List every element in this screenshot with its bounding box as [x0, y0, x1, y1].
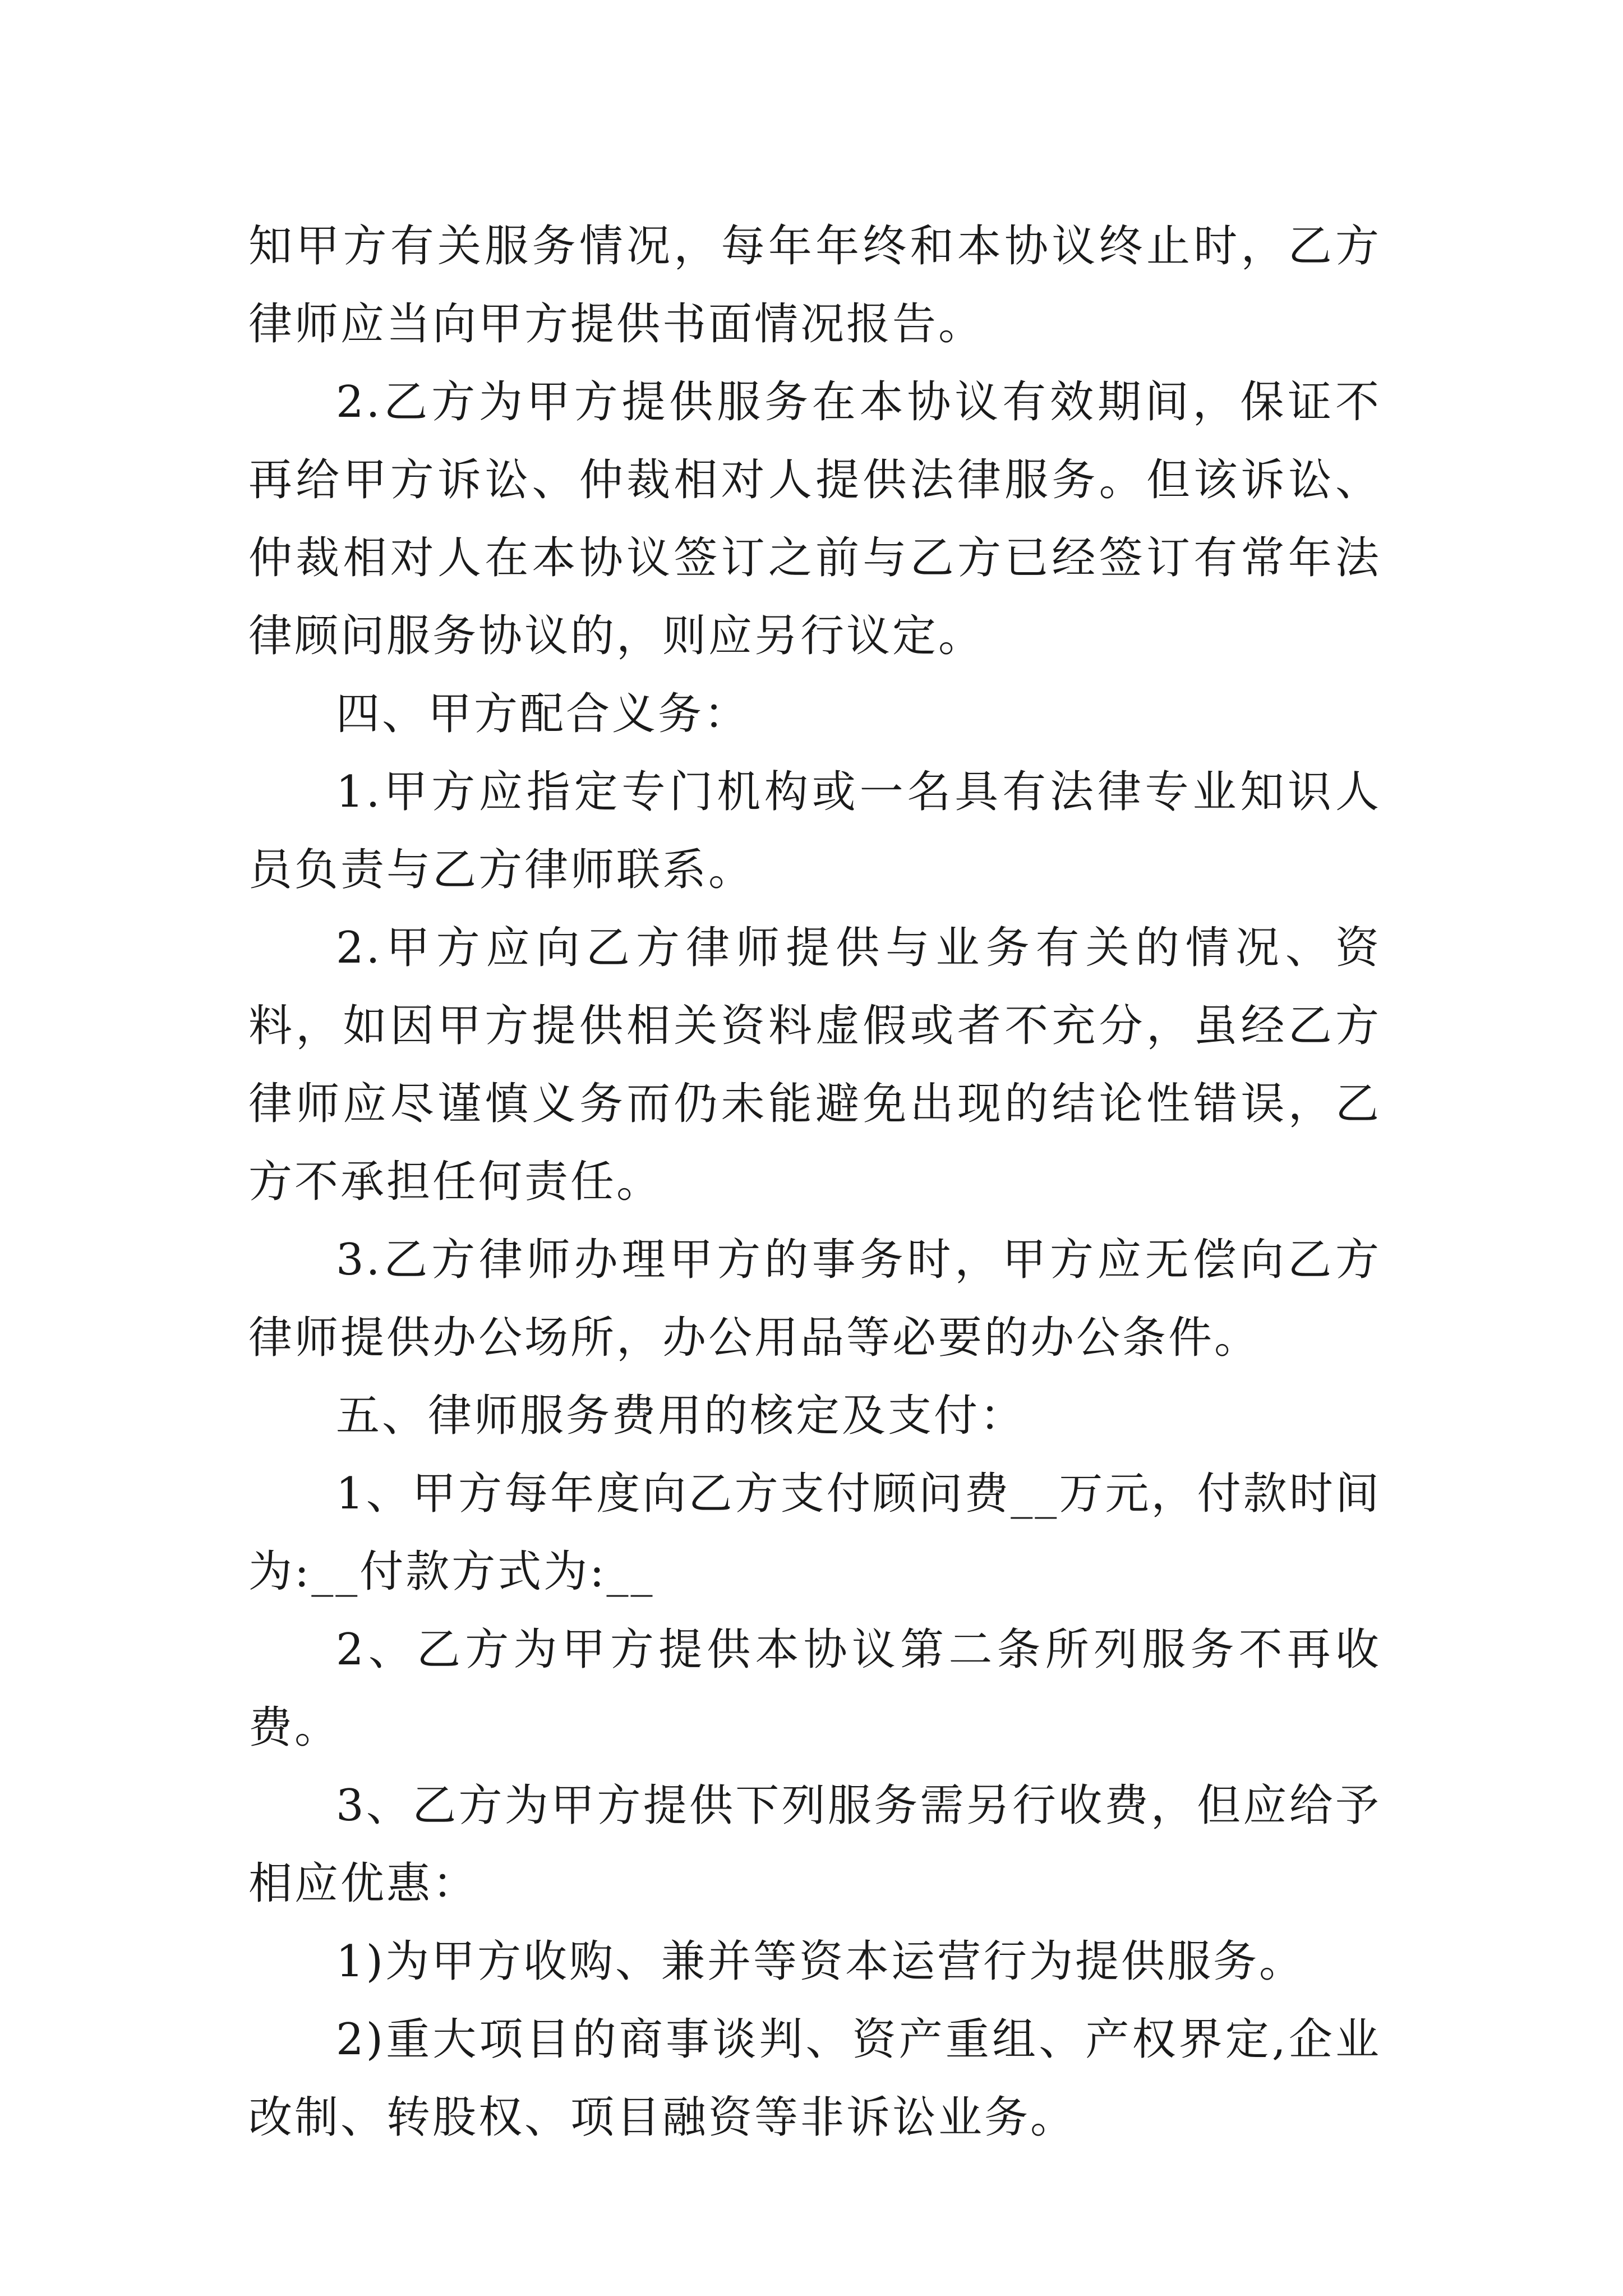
list-item-major-projects: 2)重大项目的商事谈判、资产重组、产权界定,企业改制、转股权、项目融资等非诉讼业务。 [248, 2014, 1381, 2143]
paragraph-service-report: 知甲方有关服务情况，每年年终和本协议终止时，乙方律师应当向甲方提供书面情况报告。 [248, 221, 1381, 349]
section-heading-fees: 五、律师服务费用的核定及支付： [336, 1391, 1026, 1441]
document-body [248, 208, 1381, 2157]
paragraph-annual-fee: 1、甲方每年度向乙方支付顾问费__万元，付款时间为:__付款方式为:__ [248, 1469, 1381, 1597]
paragraph-provide-materials: 2.甲方应向乙方律师提供与业务有关的情况、资料，如因甲方提供相关资料虚假或者不充分，虽经乙方律师应尽谨慎义务而仍未能避免出现的结论性错误，乙方不承担任何责任。 [248, 923, 1381, 1207]
paragraph-designate-contact: 1.甲方应指定专门机构或一名具有法律专业知识人员负责与乙方律师联系。 [248, 767, 1381, 895]
paragraph-conflict-clause: 2.乙方为甲方提供服务在本协议有效期间，保证不再给甲方诉讼、仲裁相对人提供法律服务。但该诉讼、仲裁相对人在本协议签订之前与乙方已经签订有常年法律顾问服务协议的，则应另行议定。 [248, 377, 1381, 661]
section-heading-party-a-obligations: 四、甲方配合义务： [336, 689, 750, 739]
list-item-acquisition-services: 1)为甲方收购、兼并等资本运营行为提供服务。 [336, 1936, 1306, 1987]
paragraph-extra-charge-services: 3、乙方为甲方提供下列服务需另行收费，但应给予相应优惠： [248, 1780, 1381, 1909]
paragraph-no-extra-charge: 2、乙方为甲方提供本协议第二条所列服务不再收费。 [248, 1625, 1381, 1753]
paragraph-office-conditions: 3.乙方律师办理甲方的事务时，甲方应无偿向乙方律师提供办公场所，办公用品等必要的办公条件。 [248, 1235, 1381, 1363]
